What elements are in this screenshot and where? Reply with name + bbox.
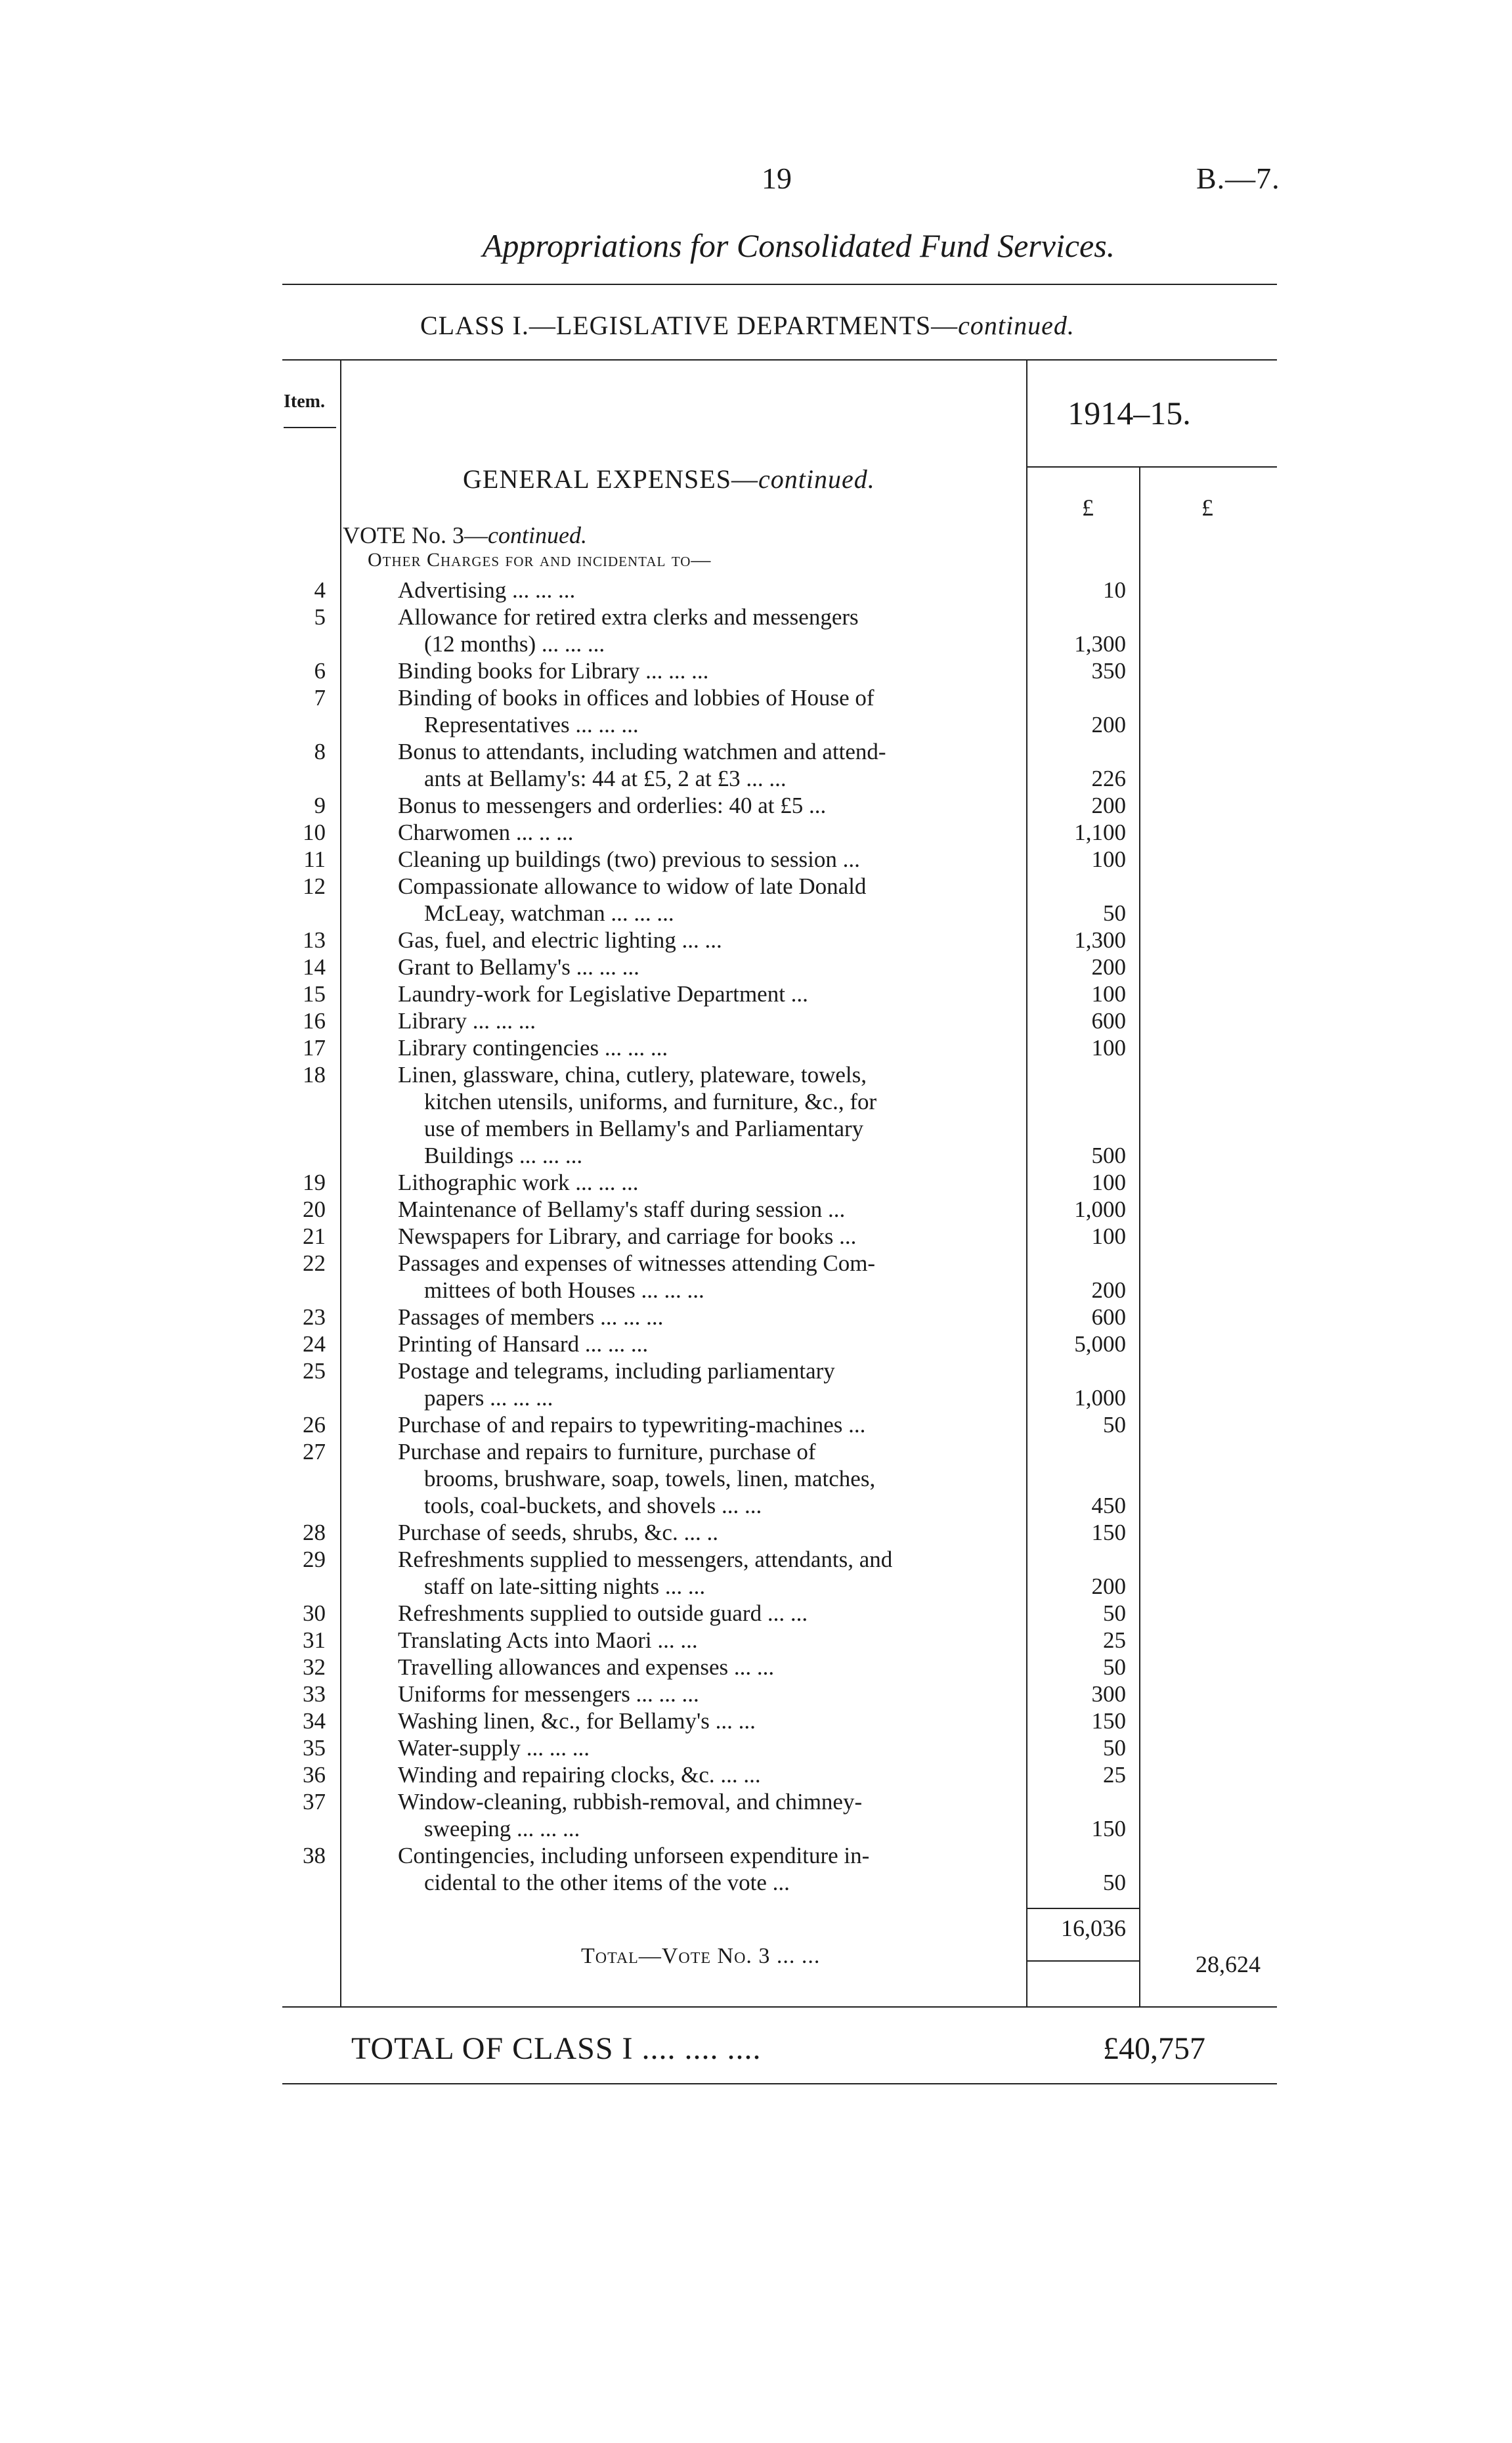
item-description — [398, 873, 1022, 927]
item-number: 37 — [303, 1789, 326, 1815]
item-description — [398, 1331, 1022, 1357]
item-amount: 1,100 — [1074, 820, 1126, 845]
item-description-line: Bonus to attendants, including watchmen and attend- — [398, 739, 886, 764]
item-description-line: Water-supply ... ... ... — [398, 1735, 590, 1761]
item-description-line: papers ... ... ... — [424, 1385, 553, 1411]
item-description — [398, 684, 1022, 738]
item-description-line: Lithographic work ... ... ... — [398, 1170, 639, 1195]
year-column-header: 1914–15. — [1068, 395, 1191, 431]
item-description — [398, 792, 1022, 819]
item-description — [398, 1061, 1022, 1169]
item-description-line: cidental to the other items of the vote ... — [424, 1870, 790, 1895]
item-description — [398, 1546, 1022, 1600]
item-amount: 100 — [1091, 981, 1126, 1007]
item-description — [398, 819, 1022, 846]
table-bottom-rule — [282, 2006, 1277, 2008]
item-column-divider — [340, 361, 341, 2006]
item-description — [398, 1788, 1022, 1842]
item-amount: 600 — [1091, 1008, 1126, 1034]
total-vote-label: Total—Vote No. 3 ... ... — [581, 1944, 821, 1968]
item-amount: 1,000 — [1074, 1385, 1126, 1411]
item-amount: 1,300 — [1074, 927, 1126, 953]
item-description-line: Purchase and repairs to furniture, purchase of — [398, 1439, 816, 1464]
item-number: 22 — [303, 1250, 326, 1276]
item-description — [398, 657, 1022, 684]
item-number: 6 — [314, 658, 326, 684]
item-number: 21 — [303, 1223, 326, 1249]
item-description-line: Binding of books in offices and lobbies of House of — [398, 685, 875, 711]
item-header-rule — [284, 427, 336, 428]
item-description-line: Laundry-work for Legislative Department ... — [398, 981, 808, 1007]
item-description-line: Grant to Bellamy's ... ... ... — [398, 954, 639, 980]
item-amount: 350 — [1091, 658, 1126, 684]
item-description-line: Translating Acts into Maori ... ... — [398, 1627, 698, 1653]
item-description — [398, 577, 1022, 604]
item-amount: 1,000 — [1074, 1197, 1126, 1222]
item-description-line: Window-cleaning, rubbish-removal, and chimney- — [398, 1789, 863, 1815]
item-description — [398, 1627, 1022, 1654]
item-number: 15 — [303, 981, 326, 1007]
item-description — [398, 927, 1022, 954]
item-amount: 200 — [1091, 1277, 1126, 1303]
item-description-line: mittees of both Houses ... ... ... — [424, 1277, 704, 1303]
subtotal-rule-top — [1027, 1908, 1139, 1909]
item-description-line: ants at Bellamy's: 44 at £5, 2 at £3 ... ... — [424, 766, 787, 791]
item-number: 34 — [303, 1708, 326, 1734]
item-description-line: Passages of members ... ... ... — [398, 1304, 664, 1330]
page-title: Appropriations for Consolidated Fund Services. — [482, 227, 1115, 264]
item-number: 25 — [303, 1358, 326, 1384]
item-amount: 200 — [1091, 793, 1126, 818]
item-description-line: Passages and expenses of witnesses attending Com- — [398, 1250, 876, 1276]
item-description — [398, 1438, 1022, 1519]
item-number: 13 — [303, 927, 326, 953]
item-description-line: Linen, glassware, china, cutlery, plateware, towels, — [398, 1062, 867, 1088]
item-amount: 50 — [1103, 1600, 1126, 1626]
item-amount: 1,300 — [1074, 631, 1126, 657]
item-description-line: Allowance for retired extra clerks and messengers — [398, 604, 859, 630]
item-description-line: Winding and repairing clocks, &c. ... ... — [398, 1762, 761, 1788]
item-number: 5 — [314, 604, 326, 630]
vote-heading-continued: continued. — [487, 522, 587, 548]
item-description — [398, 1196, 1022, 1223]
item-number: 28 — [303, 1520, 326, 1545]
item-description — [398, 1681, 1022, 1707]
item-description-line: Washing linen, &c., for Bellamy's ... ... — [398, 1708, 756, 1734]
item-description — [398, 1304, 1022, 1331]
item-number: 11 — [303, 847, 326, 872]
class-total-value: £40,757 — [1103, 2031, 1205, 2066]
item-description — [398, 1654, 1022, 1681]
item-description — [398, 604, 1022, 657]
item-description-line: Charwomen ... .. ... — [398, 820, 574, 845]
total-vote-value: 28,624 — [1196, 1951, 1261, 1977]
item-description-line: Binding books for Library ... ... ... — [398, 658, 709, 684]
item-number: 4 — [314, 577, 326, 603]
item-description — [398, 1707, 1022, 1734]
item-description-line: Purchase of and repairs to typewriting-machines ... — [398, 1412, 866, 1438]
pound-header-a: £ — [1082, 495, 1094, 521]
page-number: 19 — [762, 162, 792, 195]
item-description-line: Maintenance of Bellamy's staff during session ... — [398, 1197, 846, 1222]
item-number: 33 — [303, 1681, 326, 1707]
item-amount: 226 — [1091, 766, 1126, 791]
item-amount: 50 — [1103, 900, 1126, 926]
item-description-line: staff on late-sitting nights ... ... — [424, 1574, 706, 1599]
item-description-line: Printing of Hansard ... ... ... — [398, 1331, 649, 1357]
item-description-line: kitchen utensils, uniforms, and furniture, &c., for — [424, 1089, 877, 1114]
item-description — [398, 846, 1022, 873]
item-number: 26 — [303, 1412, 326, 1438]
item-description — [398, 1357, 1022, 1411]
item-description-line: McLeay, watchman ... ... ... — [424, 900, 674, 926]
item-description — [398, 1034, 1022, 1061]
subtotal-rule-bottom — [1027, 1960, 1139, 1962]
title-rule — [282, 284, 1277, 285]
item-description — [398, 1600, 1022, 1627]
item-description-line: Cleaning up buildings (two) previous to session ... — [398, 847, 860, 872]
amount-column-divider-left — [1026, 361, 1027, 2006]
item-number: 38 — [303, 1843, 326, 1868]
item-amount: 150 — [1091, 1816, 1126, 1841]
item-amount: 600 — [1091, 1304, 1126, 1330]
item-amount: 200 — [1091, 954, 1126, 980]
item-amount: 500 — [1091, 1143, 1126, 1168]
year-header-rule — [1026, 466, 1277, 468]
item-description — [398, 1761, 1022, 1788]
item-number: 20 — [303, 1197, 326, 1222]
item-amount: 50 — [1103, 1870, 1126, 1895]
item-amount: 450 — [1091, 1493, 1126, 1518]
item-number: 10 — [303, 820, 326, 845]
item-description-line: Representatives ... ... ... — [424, 712, 639, 737]
item-description — [398, 1734, 1022, 1761]
item-number: 16 — [303, 1008, 326, 1034]
item-description-line: (12 months) ... ... ... — [424, 631, 605, 657]
item-description-line: Compassionate allowance to widow of late Donald — [398, 873, 867, 899]
item-description-line: Advertising ... ... ... — [398, 577, 576, 603]
item-number: 30 — [303, 1600, 326, 1626]
item-number: 27 — [303, 1439, 326, 1464]
item-description-line: Refreshments supplied to outside guard ... ... — [398, 1600, 808, 1626]
item-amount: 100 — [1091, 1223, 1126, 1249]
item-description-line: brooms, brushware, soap, towels, linen, matches, — [424, 1466, 876, 1491]
item-description-line: Library ... ... ... — [398, 1008, 536, 1034]
item-description-line: Bonus to messengers and orderlies: 40 at £5 ... — [398, 793, 827, 818]
item-description-line: Travelling allowances and expenses ... ... — [398, 1654, 775, 1680]
document-reference: B.—7. — [1196, 162, 1280, 195]
item-description — [398, 1519, 1022, 1546]
item-description-line: Contingencies, including unforseen expenditure in- — [398, 1843, 870, 1868]
amount-column-divider-mid — [1139, 466, 1140, 2006]
pound-header-b: £ — [1201, 495, 1213, 521]
item-description — [398, 954, 1022, 980]
item-description — [398, 1169, 1022, 1196]
item-description-line: Library contingencies ... ... ... — [398, 1035, 668, 1061]
item-number: 17 — [303, 1035, 326, 1061]
item-description — [398, 1223, 1022, 1250]
item-amount: 25 — [1103, 1762, 1126, 1788]
item-amount: 100 — [1091, 1035, 1126, 1061]
table-top-rule — [282, 359, 1277, 361]
item-amount: 50 — [1103, 1412, 1126, 1438]
vote-subtotal: 16,036 — [1061, 1915, 1126, 1941]
class-total-rule — [282, 2083, 1277, 2084]
item-number: 18 — [303, 1062, 326, 1088]
item-number: 29 — [303, 1547, 326, 1572]
item-number: 12 — [303, 873, 326, 899]
class-heading-continued: continued. — [958, 311, 1075, 340]
item-description-line: Newspapers for Library, and carriage for books ... — [398, 1223, 857, 1249]
item-description-line: tools, coal-buckets, and shovels ... ... — [424, 1493, 762, 1518]
class-total-label: TOTAL OF CLASS I .... .... .... — [351, 2031, 762, 2066]
item-amount: 25 — [1103, 1627, 1126, 1653]
item-description — [398, 1842, 1022, 1896]
item-number: 36 — [303, 1762, 326, 1788]
item-amount: 200 — [1091, 1574, 1126, 1599]
vote-heading — [343, 521, 587, 549]
section-heading-continued: continued. — [758, 464, 875, 494]
item-description-line: Gas, fuel, and electric lighting ... ... — [398, 927, 722, 953]
item-number: 24 — [303, 1331, 326, 1357]
item-amount: 50 — [1103, 1735, 1126, 1761]
item-number: 31 — [303, 1627, 326, 1653]
item-number: 7 — [314, 685, 326, 711]
item-description — [398, 1411, 1022, 1438]
class-heading — [420, 310, 1075, 341]
item-description — [398, 980, 1022, 1007]
item-amount: 150 — [1091, 1520, 1126, 1545]
item-description-line: use of members in Bellamy's and Parliamentary — [424, 1116, 864, 1141]
vote-heading-main: VOTE No. 3— — [343, 522, 488, 548]
section-heading — [463, 464, 875, 495]
item-description — [398, 1007, 1022, 1034]
item-description-line: Purchase of seeds, shrubs, &c. ... .. — [398, 1520, 718, 1545]
item-description-line: sweeping ... ... ... — [424, 1816, 580, 1841]
item-amount: 300 — [1091, 1681, 1126, 1707]
item-description-line: Buildings ... ... ... — [424, 1143, 583, 1168]
item-number: 23 — [303, 1304, 326, 1330]
item-number: 14 — [303, 954, 326, 980]
item-amount: 100 — [1091, 1170, 1126, 1195]
item-number: 9 — [314, 793, 326, 818]
item-description-line: Postage and telegrams, including parliamentary — [398, 1358, 835, 1384]
class-heading-main: CLASS I.—LEGISLATIVE DEPARTMENTS— — [420, 311, 959, 340]
other-charges-heading: Other Charges for and incidental to— — [368, 549, 712, 571]
item-description-line: Uniforms for messengers ... ... ... — [398, 1681, 699, 1707]
item-column-header: Item. — [284, 391, 325, 412]
item-amount: 5,000 — [1074, 1331, 1126, 1357]
item-amount: 150 — [1091, 1708, 1126, 1734]
item-amount: 50 — [1103, 1654, 1126, 1680]
item-description — [398, 738, 1022, 792]
item-number: 8 — [314, 739, 326, 764]
section-heading-main: GENERAL EXPENSES— — [463, 464, 758, 494]
item-description — [398, 1250, 1022, 1304]
item-description-line: Refreshments supplied to messengers, attendants, and — [398, 1547, 893, 1572]
item-amount: 10 — [1103, 577, 1126, 603]
item-number: 19 — [303, 1170, 326, 1195]
item-number: 32 — [303, 1654, 326, 1680]
item-number: 35 — [303, 1735, 326, 1761]
item-amount: 200 — [1091, 712, 1126, 737]
item-amount: 100 — [1091, 847, 1126, 872]
